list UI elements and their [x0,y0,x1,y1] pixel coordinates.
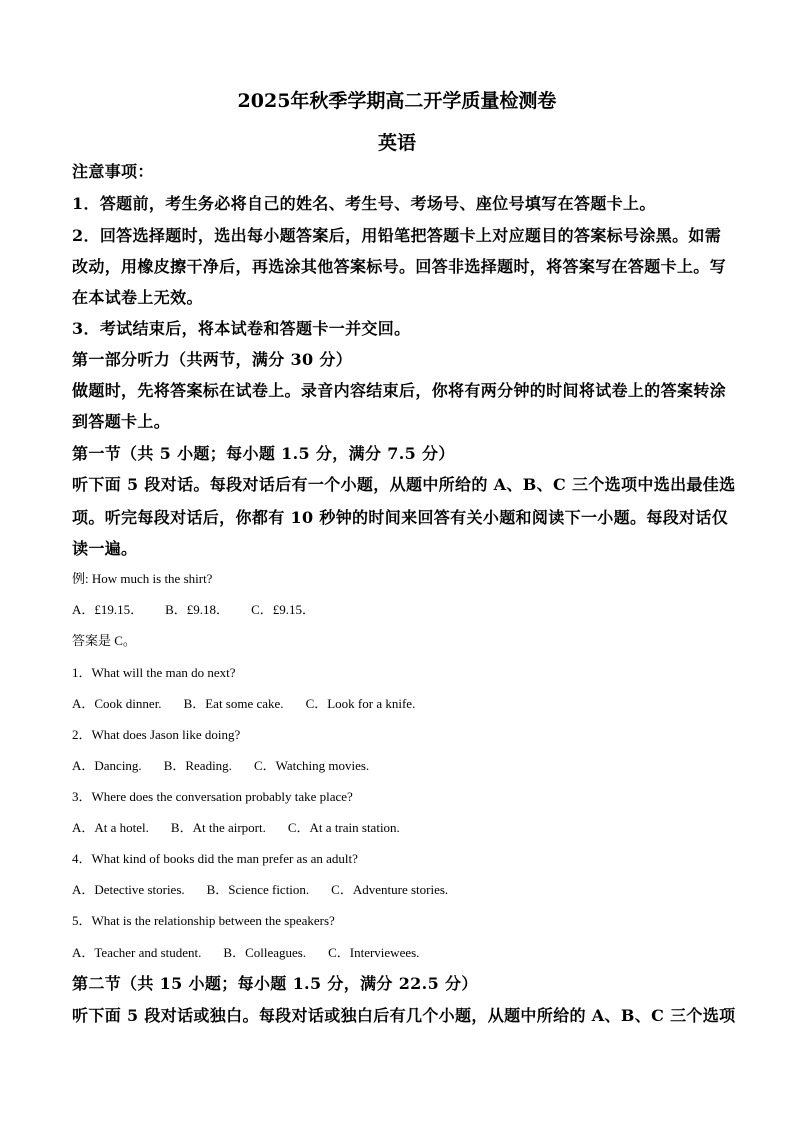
subject-title: 英语 [377,132,416,154]
q2-option-b: B．Reading. [163,758,232,773]
notes-item-3: 3．考试结束后，将本试卷和答题卡一并交回。 [72,319,411,338]
notes-item-2-line-1: 2．回答选择题时，选出每小题答案后，用铅笔把答题卡上对应题目的答案标号涂黑。如需 [72,226,722,245]
q4-option-b: B．Science fiction. [206,882,310,897]
section1-instruction-line-2: 项。听完每段对话后，你都有 10 秒钟的时间来回答有关小题和阅读下一小题。每段对话仅 [72,508,729,527]
example-options [72,603,337,616]
q1-option-a: A．Cook dinner. [72,696,162,711]
question-4: 4．What kind of books did the man prefer as an adult? [72,851,358,866]
part1-heading: 第一部分听力（共两节，满分 30 分） [72,350,353,369]
example-option-b: B．£9.18． [165,602,230,617]
question-1-options [72,697,437,710]
question-2-options [72,759,391,772]
q3-option-b: B．At the airport. [170,820,266,835]
question-4-options [72,883,470,896]
q2-option-a: A．Dancing. [72,758,142,773]
q5-option-c: C．Interviewees. [328,945,420,960]
part1-instruction-line-1: 做题时，先将答案标在试卷上。录音内容结束后，你将有两分钟的时间将试卷上的答案转涂 [72,381,727,400]
q4-option-c: C．Adventure stories. [331,882,449,897]
notes-item-2-line-3: 在本试卷上无效。 [72,288,203,307]
q5-option-b: B．Colleagues. [223,945,307,960]
example-question: 例: How much is the shirt? [72,571,213,586]
example-option-c: C．£9.15． [251,602,315,617]
question-3-options [72,821,422,834]
q1-option-c: C．Look for a knife. [305,696,416,711]
example-option-a: A．£19.15． [72,602,144,617]
notes-item-2-line-2: 改动，用橡皮擦干净后，再选涂其他答案标号。回答非选择题时，将答案写在答题卡上。写 [72,257,727,276]
section1-instruction-line-1: 听下面 5 段对话。每段对话后有一个小题，从题中所给的 A、B、C 三个选项中选出最佳选 [72,475,736,494]
section1-heading: 第一节（共 5 小题；每小题 1.5 分，满分 7.5 分） [72,444,455,463]
q4-option-a: A．Detective stories. [72,882,185,897]
q3-option-c: C．At a train station. [287,820,400,835]
q3-option-a: A．At a hotel. [72,820,149,835]
q5-option-a: A．Teacher and student. [72,945,202,960]
question-1: 1．What will the man do next? [72,665,236,680]
notes-heading: 注意事项： [72,162,154,181]
example-answer: 答案是 C。 [72,633,136,648]
question-3: 3．Where does the conversation probably take place? [72,789,353,804]
question-2: 2．What does Jason like doing? [72,727,241,742]
notes-item-1: 1．答题前，考生务必将自己的姓名、考生号、考场号、座位号填写在答题卡上。 [72,194,656,213]
exam-title: 2025年秋季学期高二开学质量检测卷 [237,90,557,112]
section2-instruction-line-1: 听下面 5 段对话或独白。每段对话或独白后有几个小题，从题中所给的 A、B、C 三个选项 [72,1006,736,1025]
question-5: 5．What is the relationship between the speakers? [72,913,335,928]
q2-option-c: C．Watching movies. [253,758,370,773]
section2-heading: 第二节（共 15 小题；每小题 1.5 分，满分 22.5 分） [72,974,478,993]
section1-instruction-line-3: 读一遍。 [72,539,138,558]
q1-option-b: B．Eat some cake. [183,696,284,711]
part1-instruction-line-2: 到答题卡上。 [72,412,171,431]
question-5-options [72,946,441,959]
